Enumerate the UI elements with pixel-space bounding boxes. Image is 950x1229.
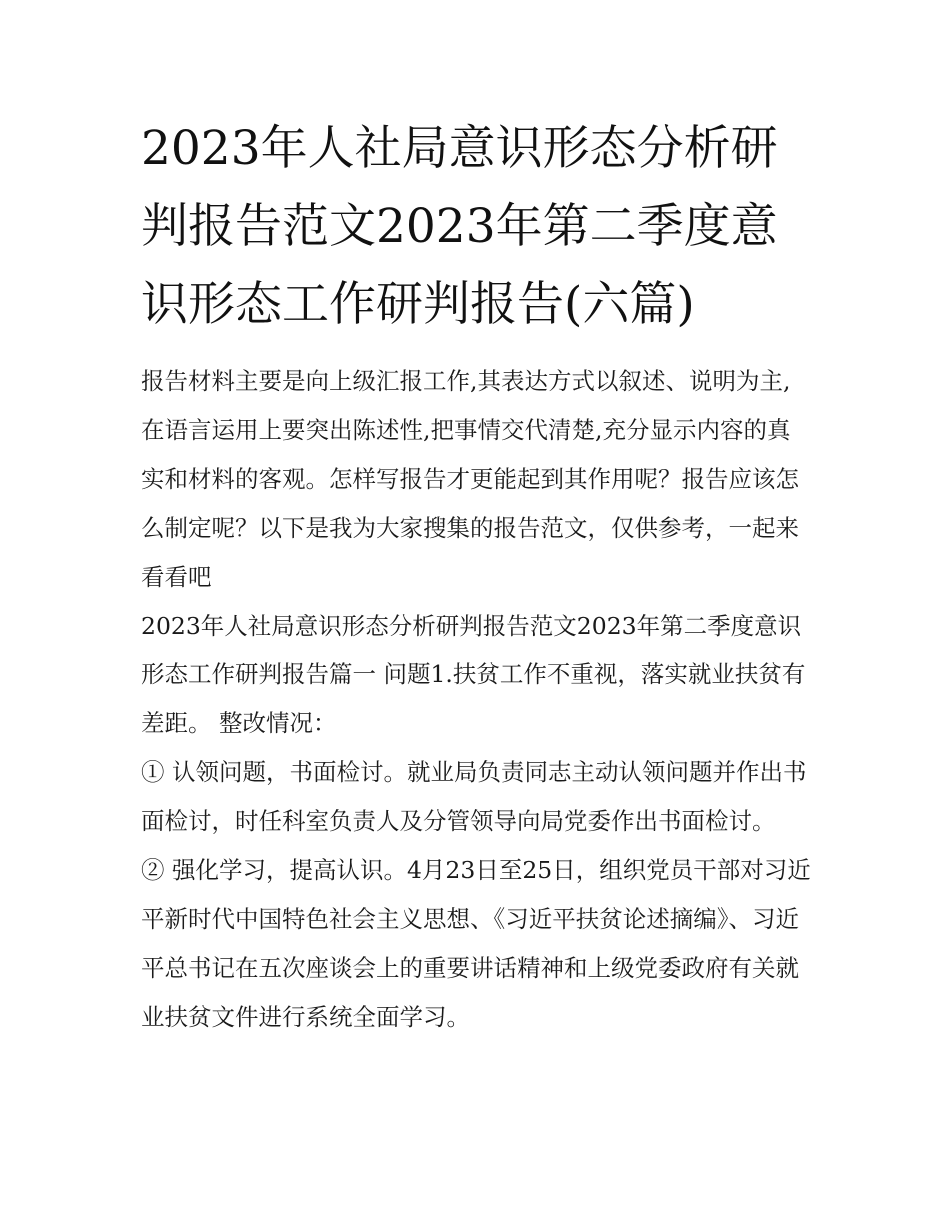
list-item-2: ② 强化学习，提高认识。4月23日至25日，组织党员干部对习近平新时代中国特色社会主义思想、《习近平扶贫论述摘编》、习近平总书记在五次座谈会上的重要讲话精神和上级党委政府有关就业扶贫文件进行系统全面学习。: [141, 856, 811, 1031]
document-body: [141, 357, 811, 1042]
document-title: 2023年人社局意识形态分析研判报告范文2023年第二季度意识形态工作研判报告(六篇): [141, 121, 778, 332]
list-item-1: ① 认领问题，书面检讨。就业局负责同志主动认领问题并作出书面检讨，时任科室负责人及分管领导向局党委作出书面检讨。: [141, 758, 807, 836]
intro-paragraph: 报告材料主要是向上级汇报工作,其表达方式以叙述、说明为主,在语言运用上要突出陈述性,把事情交代清楚,充分显示内容的真实和材料的客观。怎样写报告才更能起到其作用呢？报告应该怎么制定呢？以下是我为大家搜集的报告范文，仅供参考，一起来看看吧: [141, 367, 799, 591]
section-heading-paragraph: 2023年人社局意识形态分析研判报告范文2023年第二季度意识形态工作研判报告篇一 问题1.扶贫工作不重视，落实就业扶贫有差距。 整改情况：: [141, 611, 806, 738]
